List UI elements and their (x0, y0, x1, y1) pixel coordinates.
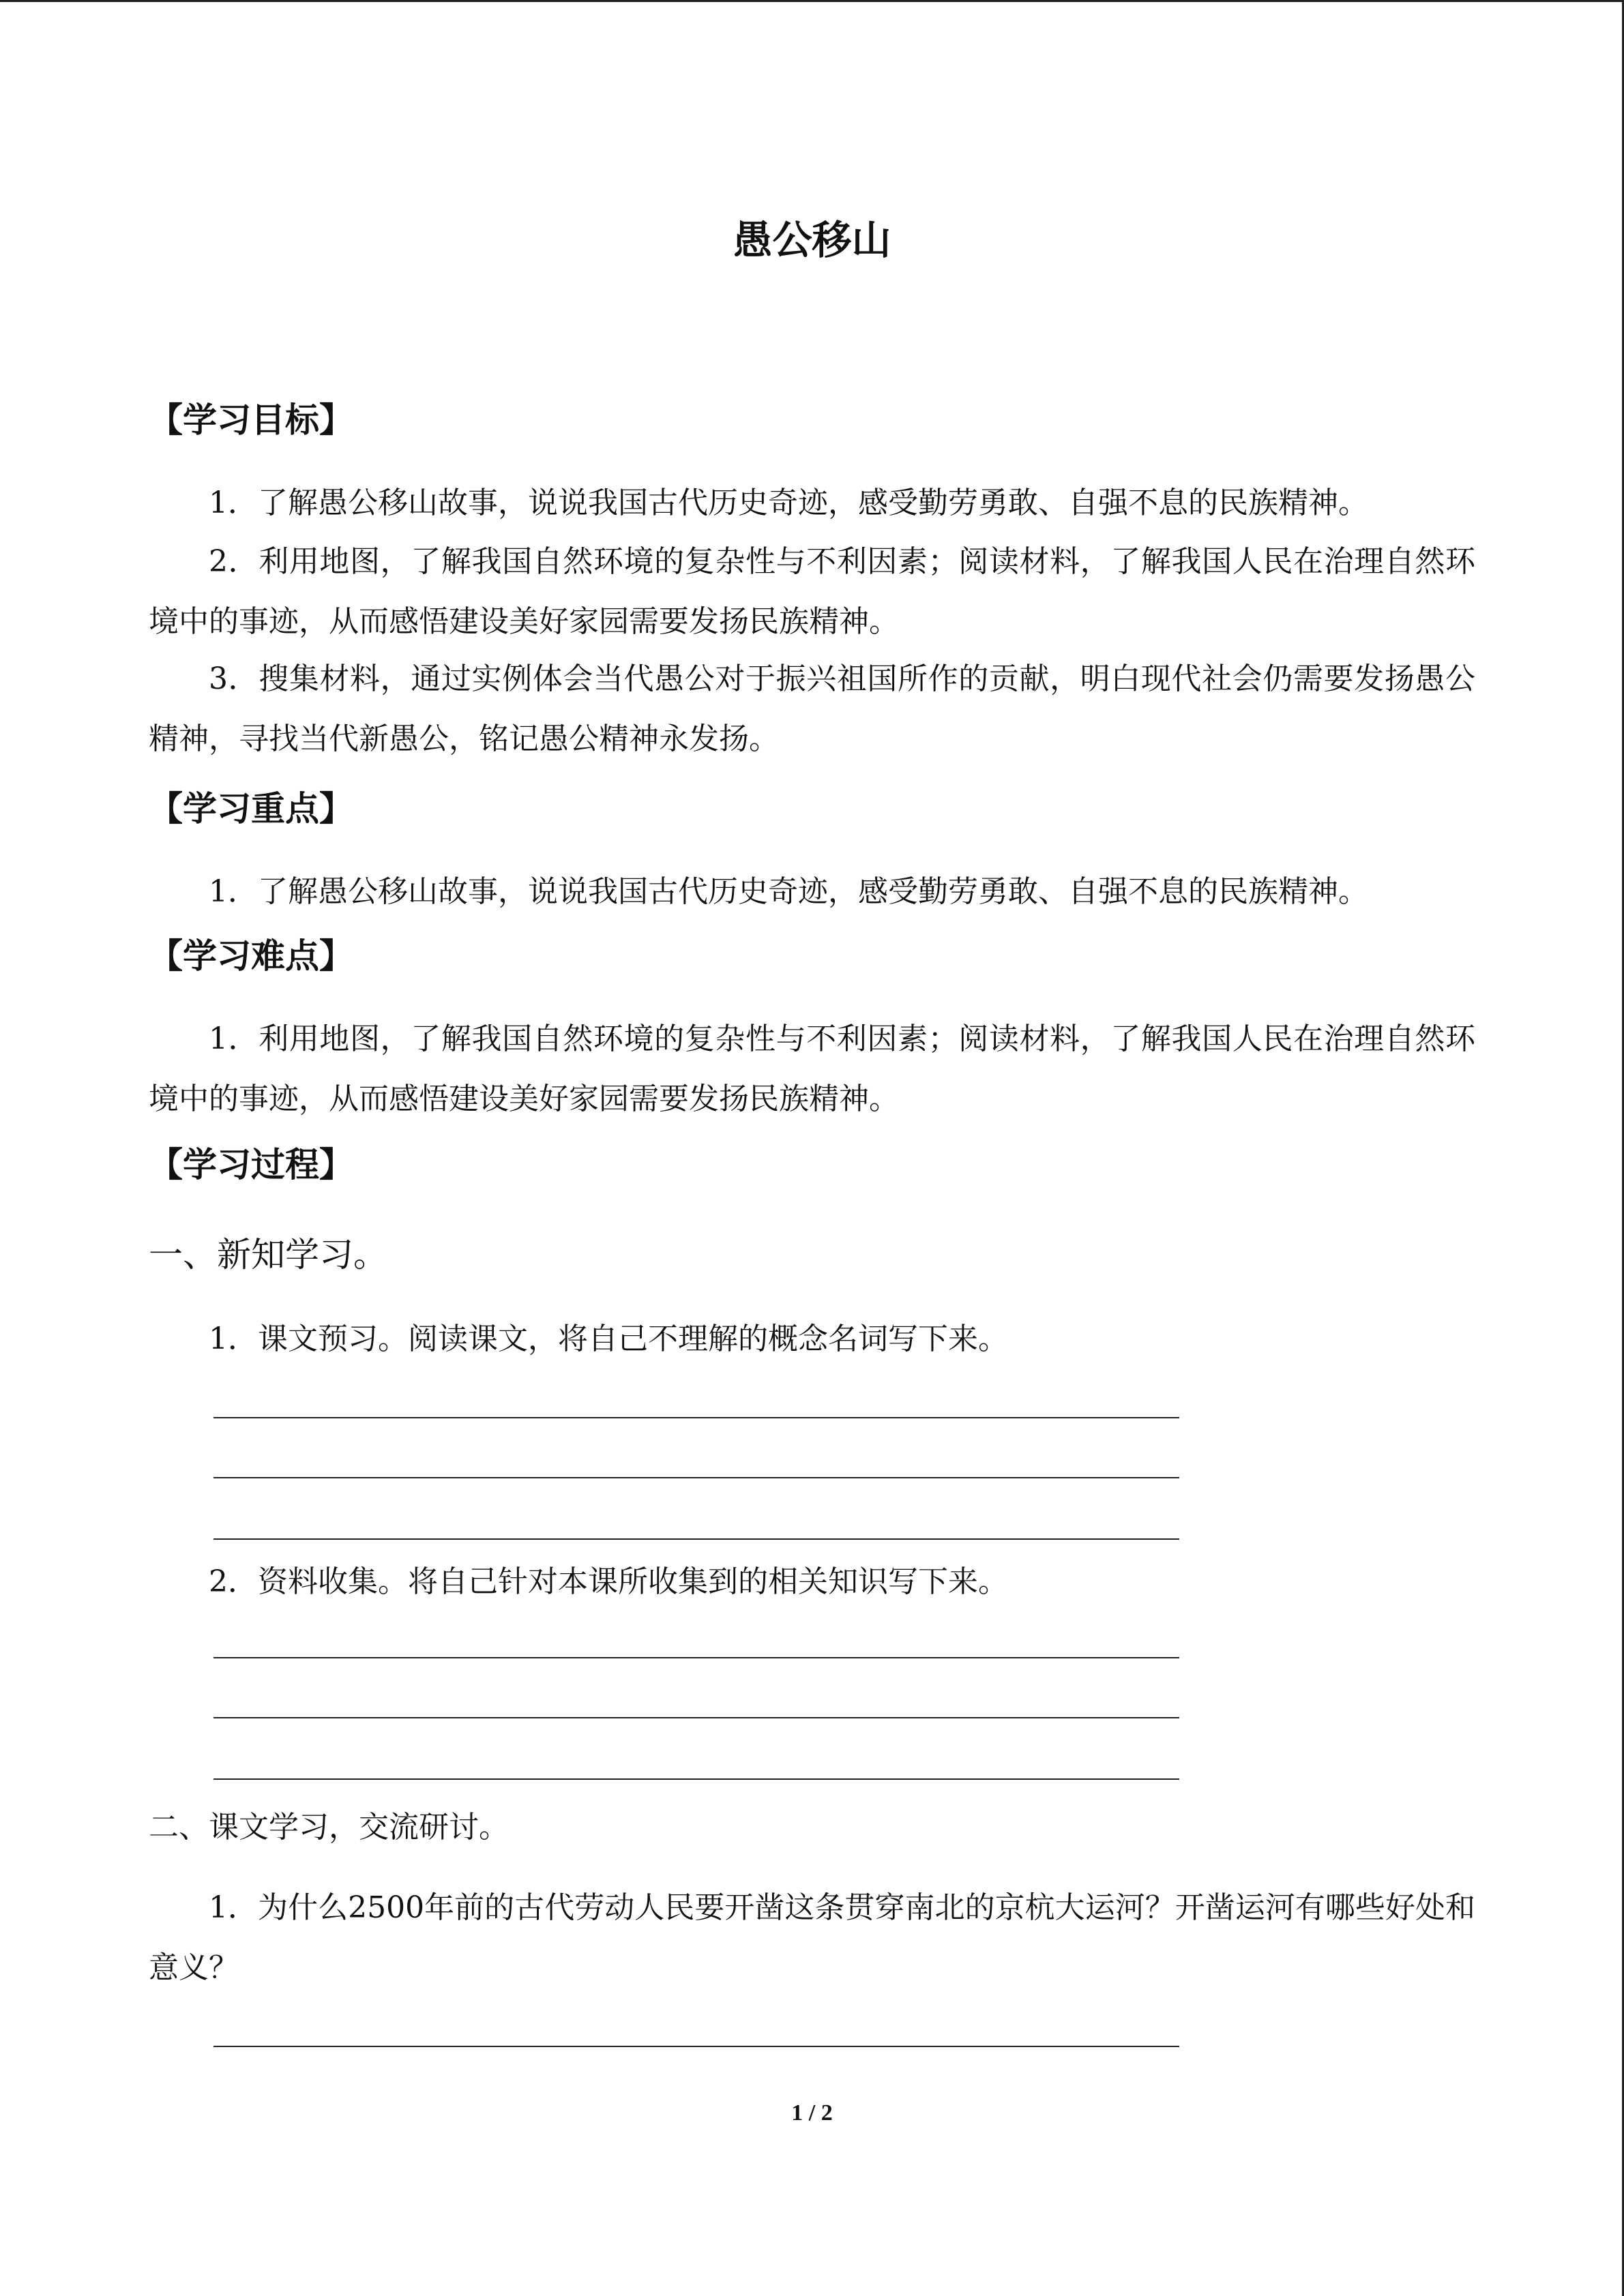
objective-item-1: 1．了解愚公移山故事，说说我国古代历史奇迹，感受勤劳勇敢、自强不息的民族精神。 (209, 486, 1368, 520)
objective-item-3: 3．搜集材料，通过实例体会当代愚公对于振兴祖国所作的贡献，明白现代社会仍需要发扬愚公精神，寻找当代新愚公，铭记愚公精神永发扬。 (149, 661, 1475, 756)
difficulty-item-1: 1．利用地图，了解我国自然环境的复杂性与不利因素；阅读材料，了解我国人民在治理自然环境中的事迹，从而感悟建设美好家园需要发扬民族精神。 (149, 1022, 1475, 1116)
difficulties-heading: 【学习难点】 (149, 936, 353, 976)
answer-line[interactable] (213, 1657, 1179, 1658)
answer-line[interactable] (213, 1717, 1179, 1718)
answer-line[interactable] (213, 2046, 1179, 2047)
key-point-item-1: 1．了解愚公移山故事，说说我国古代历史奇迹，感受勤劳勇敢、自强不息的民族精神。 (209, 874, 1368, 909)
page-title: 愚公移山 (733, 217, 891, 263)
answer-line[interactable] (213, 1538, 1179, 1540)
key-points-heading: 【学习重点】 (149, 789, 353, 829)
part2-title: 二、课文学习，交流研讨。 (149, 1810, 509, 1845)
answer-line[interactable] (213, 1477, 1179, 1478)
answer-line[interactable] (213, 1417, 1179, 1418)
part1-question-1: 1．课文预习。阅读课文，将自己不理解的概念名词写下来。 (209, 1322, 1008, 1356)
part1-question-2: 2．资料收集。将自己针对本课所收集到的相关知识写下来。 (209, 1564, 1008, 1599)
objective-item-2: 2．利用地图，了解我国自然环境的复杂性与不利因素；阅读材料，了解我国人民在治理自然环境中的事迹，从而感悟建设美好家园需要发扬民族精神。 (149, 544, 1475, 639)
answer-line[interactable] (213, 1778, 1179, 1780)
objectives-heading: 【学习目标】 (149, 400, 353, 440)
process-heading: 【学习过程】 (149, 1145, 353, 1184)
page-number: 1 / 2 (791, 2100, 833, 2126)
part1-title: 一、新知学习。 (149, 1235, 387, 1274)
part2-question-1: 1．为什么2500年前的古代劳动人民要开凿这条贯穿南北的京杭大运河？开凿运河有哪些好处和意义？ (149, 1890, 1475, 1985)
